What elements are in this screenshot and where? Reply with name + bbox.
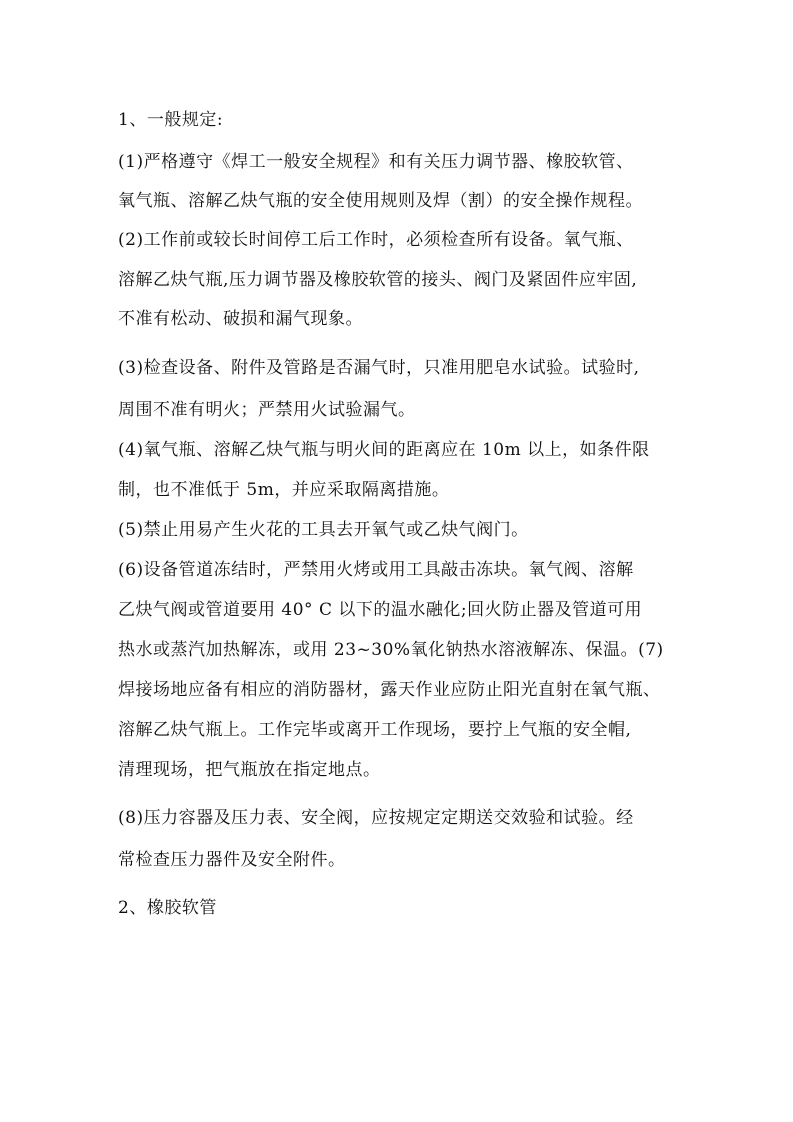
section-heading-general-rules: 1、一般规定: bbox=[118, 110, 224, 130]
paragraph-line: (2)工作前或较长时间停工后工作时，必须检查所有设备。氧气瓶、 bbox=[118, 230, 634, 250]
paragraph-line: (6)设备管道冻结时，严禁用火烤或用工具敲击冻块。氧气阀、溶解 bbox=[118, 560, 634, 580]
paragraph-line: 焊接场地应备有相应的消防器材，露天作业应防止阳光直射在氧气瓶、 bbox=[118, 680, 661, 700]
paragraph-line: 不准有松动、破损和漏气现象。 bbox=[118, 309, 363, 329]
paragraph-line: (4)氧气瓶、溶解乙炔气瓶与明火间的距离应在 10m 以上，如条件限 bbox=[118, 440, 650, 460]
paragraph-line: 清理现场，把气瓶放在指定地点。 bbox=[118, 760, 381, 780]
paragraph-line: (3)检查设备、附件及管路是否漏气时，只准用肥皂水试验。试验时, bbox=[118, 358, 640, 378]
paragraph-line: 周围不准有明火；严禁用火试验漏气。 bbox=[118, 400, 416, 420]
paragraph-line: 溶解乙炔气瓶,压力调节器及橡胶软管的接头、阀门及紧固件应牢固, bbox=[118, 270, 638, 290]
paragraph-line: 乙炔气阀或管道要用 40° C 以下的温水融化;回火防止器及管道可用 bbox=[118, 600, 643, 620]
paragraph-line: (8)压力容器及压力表、安全阀，应按规定定期送交效验和试验。经 bbox=[118, 808, 634, 828]
paragraph-line: (5)禁止用易产生火花的工具去开氧气或乙炔气阀门。 bbox=[118, 520, 529, 540]
paragraph-line: (1)严格遵守《焊工一般安全规程》和有关压力调节器、橡胶软管、 bbox=[118, 152, 634, 172]
section-heading-rubber-hose: 2、橡胶软管 bbox=[118, 898, 217, 918]
paragraph-line: 制，也不准低于 5m，并应采取隔离措施。 bbox=[118, 480, 450, 500]
paragraph-line: 常检查压力器件及安全附件。 bbox=[118, 850, 346, 870]
paragraph-line: 热水或蒸汽加热解冻，或用 23~30%氧化钠热水溶液解冻、保温。(7) bbox=[118, 640, 664, 660]
paragraph-line: 溶解乙炔气瓶上。工作完毕或离开工作现场，要拧上气瓶的安全帽, bbox=[118, 720, 632, 740]
paragraph-line: 氧气瓶、溶解乙炔气瓶的安全使用规则及焊（割）的安全操作规程。 bbox=[118, 191, 643, 211]
